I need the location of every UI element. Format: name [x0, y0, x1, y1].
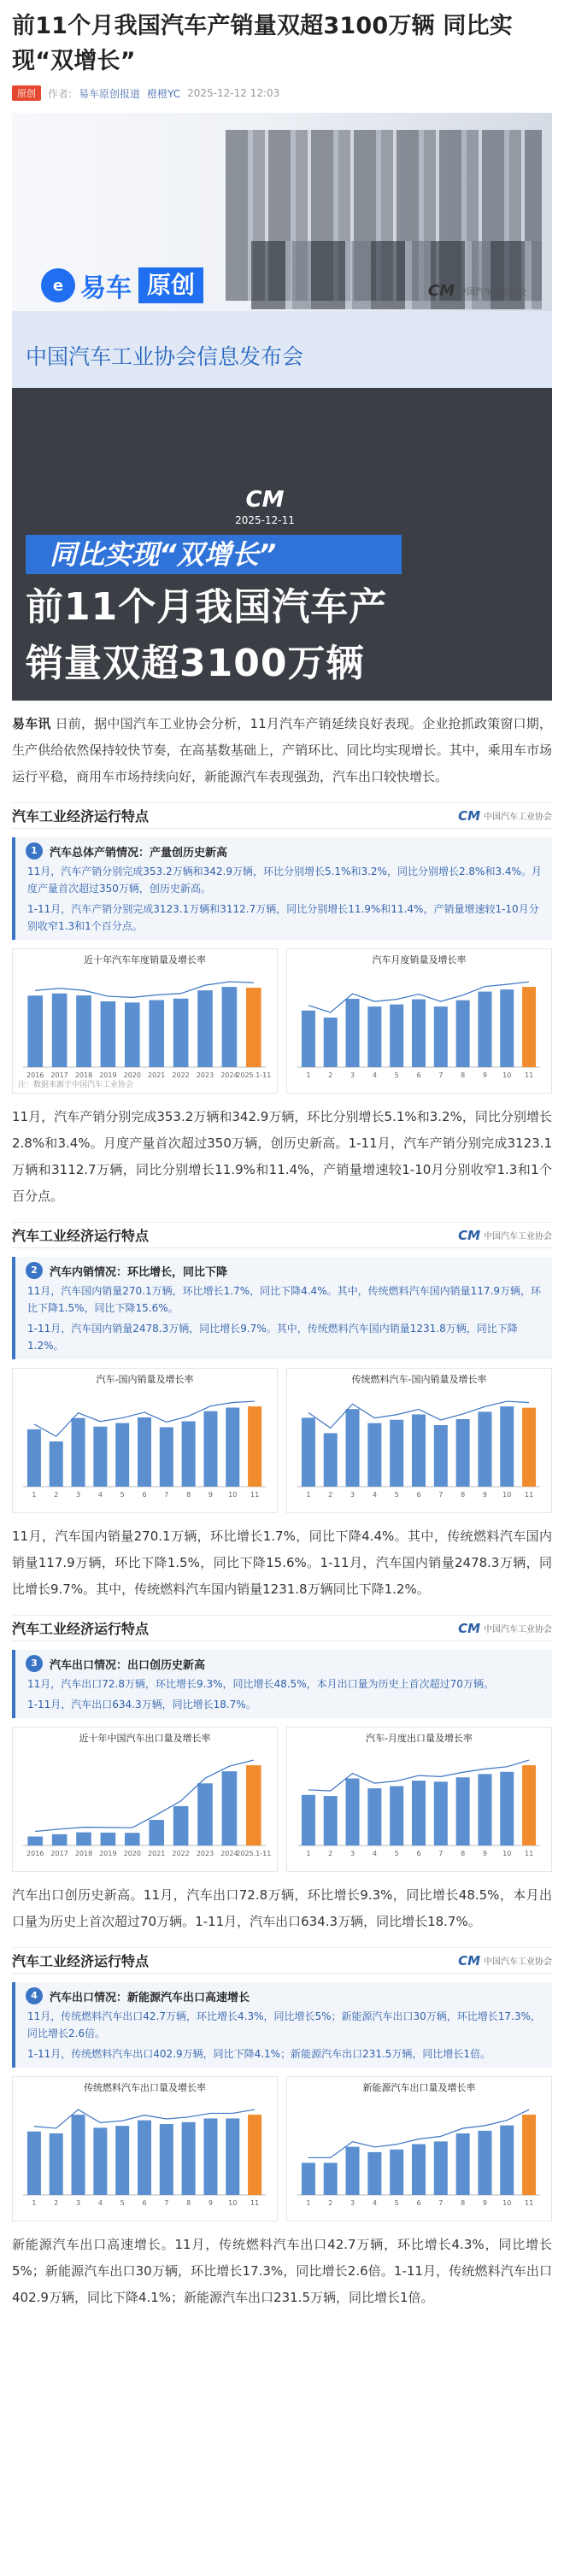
poster-caam [214, 487, 316, 526]
summary-bullet: 11月，传统燃料汽车出口42.7万辆，环比增长4.3%，同比增长5%；新能源汽车出口30万辆，环比增长17.3%，同比增长2.6倍。 [27, 2010, 541, 2039]
bar [456, 2133, 470, 2195]
chart-title: 传统燃料汽车出口量及增长率 [84, 2082, 206, 2093]
tick-label: 7 [438, 2199, 444, 2207]
caam-logo-icon: CM [427, 282, 455, 300]
caam-logo-text: 中国汽车工业协会 [458, 288, 526, 297]
bar [522, 1408, 536, 1487]
tick-label: 1 [306, 1071, 311, 1079]
summary-bullet: 11月，汽车出口72.8万辆，环比增长9.3%，同比增长48.5%，本月出口量为历史上首次超过70万辆。 [27, 1678, 494, 1690]
tick-label: 10 [228, 1491, 238, 1499]
bar [390, 1420, 403, 1487]
bar [302, 2162, 315, 2195]
tick-label: 10 [502, 1850, 512, 1857]
bar [478, 2131, 491, 2195]
chart-left [12, 2076, 278, 2221]
chart-title: 汽车-国内销量及增长率 [96, 1374, 194, 1385]
sections-container [12, 802, 552, 2311]
chart-left [12, 1368, 278, 1513]
summary-header [26, 842, 545, 860]
chart-right [286, 1727, 552, 1872]
tick-label: 4 [97, 2199, 103, 2207]
tick-label: 11 [250, 2199, 260, 2207]
bar [115, 2126, 129, 2195]
bar [390, 2150, 403, 2195]
section-heading: 汽车工业经济运行特点 [12, 808, 150, 824]
section-number: 4 [26, 1987, 43, 2004]
section-heading: 汽车工业经济运行特点 [12, 1228, 150, 1244]
bar [101, 1833, 116, 1845]
headline-poster [12, 487, 552, 701]
chart-title: 近十年汽车年度销量及增长率 [84, 954, 206, 965]
tick-label: 6 [416, 1850, 421, 1857]
bar [390, 1787, 403, 1845]
original-badge: 原创 [12, 85, 41, 101]
article-meta [12, 84, 552, 103]
section-subtitle: 汽车出口情况：出口创历史新高 [50, 1658, 206, 1672]
intro-paragraph [12, 711, 552, 790]
tick-label: 5 [120, 2199, 125, 2207]
summary-header [26, 1987, 545, 2004]
bar [246, 1765, 261, 1845]
chart-title: 新能源汽车出口量及增长率 [362, 2082, 476, 2093]
tick-label: 2 [54, 2199, 59, 2207]
tick-label: 2025.1-11 [236, 1850, 272, 1857]
chart-svg [16, 966, 273, 1086]
section-header [12, 1223, 552, 1248]
bar [115, 1423, 129, 1487]
section-infographic [12, 1615, 552, 1872]
summary-header [26, 1655, 545, 1672]
chart-title: 汽车-月度出口量及增长率 [366, 1733, 473, 1744]
section-number: 1 [26, 842, 43, 860]
section-paragraph: 11月，汽车国内销量270.1万辆，环比增长1.7%，同比下降4.4%。其中，传统燃料汽车国内销量117.9万辆，环比下降1.5%，同比下降15.6%。1-11月，汽车国内销量2478.3万辆，同比增长9.7%。其中，传统燃料汽车国内销量1231.8万辆同比下降1.2%。 [12, 1529, 552, 1597]
tick-label: 1 [306, 2199, 311, 2207]
section-header [12, 803, 552, 829]
bar [76, 1833, 91, 1845]
summary-bullet: 11月，汽车国内销量270.1万辆，环比增长1.7%，同比下降4.4%。其中，传统燃料汽车国内销量117.9万辆，环比下降1.5%，同比下降15.6%。 [27, 1285, 541, 1314]
poster-headline-line1: 前11个月我国汽车产 [26, 585, 388, 629]
bar [456, 1777, 470, 1845]
bar [248, 1406, 261, 1487]
tick-label: 2021 [148, 1850, 166, 1857]
tick-label: 4 [372, 1850, 377, 1857]
tick-label: 7 [438, 1850, 444, 1857]
section-infographic [12, 1947, 552, 2221]
bar [222, 987, 238, 1067]
bar [522, 2115, 536, 2195]
tick-label: 2 [328, 1850, 333, 1857]
section-subtitle: 汽车内销情况：环比增长，同比下降 [50, 1265, 228, 1279]
hero-image [12, 113, 552, 489]
tick-label: 4 [97, 1491, 103, 1499]
section-header [12, 1616, 552, 1641]
tick-label: 8 [186, 2199, 191, 2207]
bar [302, 1417, 315, 1487]
tick-label: 2018 [74, 1071, 93, 1079]
author-link-1[interactable]: 易车原创报道 [79, 87, 141, 100]
tick-label: 2023 [196, 1850, 214, 1857]
bar [173, 1806, 189, 1845]
bar [478, 1774, 491, 1845]
tick-label: 7 [164, 1491, 169, 1499]
intro-text: 日前，据中国汽车工业协会分析，11月汽车产销延续良好表现。企业抢抓政策窗口期，生产供给依然保持较快节奏，在高基数基础上，产销环比、同比均实现增长。其中，乘用车市场运行平稳，商用车市场持续向好，新能源汽车表现强劲，汽车出口较快增长。 [12, 716, 552, 784]
bar [160, 1427, 173, 1487]
poster-headline [26, 579, 387, 692]
bar [27, 1836, 43, 1845]
bar [226, 1407, 239, 1487]
section-subtitle: 汽车总体产销情况：产量创历史新高 [50, 846, 228, 860]
bar [324, 1433, 338, 1487]
chart-row [12, 1368, 552, 1513]
chart-right [286, 1368, 552, 1513]
summary-header [26, 1262, 545, 1279]
caam-logo-icon: CM [458, 1227, 480, 1243]
tick-label: 8 [461, 2199, 466, 2207]
tick-label: 2024 [220, 1071, 238, 1079]
section-paragraph: 新能源汽车出口高速增长。11月，传统燃料汽车出口42.7万辆，环比增长4.3%，同比增长5%；新能源汽车出口30万辆，环比增长17.3%，同比增长2.6倍。1-11月，传统燃料汽车出口402.9万辆，同比下降4.1%；新能源汽车出口231.5万辆，同比增长1倍。 [12, 2237, 552, 2305]
bar [52, 1834, 68, 1845]
caam-logo-icon: CM [458, 1952, 480, 1969]
bar [248, 2115, 261, 2195]
bar [302, 1011, 315, 1067]
poster-caam-icon: CM [245, 487, 285, 513]
tick-label: 11 [250, 1491, 260, 1499]
section-number: 3 [26, 1655, 43, 1672]
poster-date: 2025-12-11 [235, 514, 295, 526]
tick-label: 2022 [172, 1850, 190, 1857]
bar [27, 2132, 41, 2195]
bar [125, 1833, 140, 1845]
bar [222, 1771, 238, 1845]
tick-label: 5 [394, 1850, 399, 1857]
tick-label: 4 [372, 2199, 377, 2207]
author-label: 作者: [48, 87, 73, 100]
caam-logo-text: 中国汽车工业协会 [484, 1232, 552, 1241]
publish-time: 2025-12-12 12:03 [187, 87, 280, 99]
bar [101, 1001, 116, 1067]
section-summary [12, 837, 552, 940]
bar [149, 1000, 164, 1067]
tick-label: 6 [142, 2199, 147, 2207]
chart-row [12, 2076, 552, 2221]
bar [412, 1414, 426, 1487]
section-summary [12, 1650, 552, 1718]
tick-label: 6 [416, 1071, 421, 1079]
bar [456, 1419, 470, 1487]
tick-label: 2023 [196, 1071, 214, 1079]
bar [367, 1788, 381, 1845]
bar [478, 992, 491, 1067]
caam-logo-text: 中国汽车工业协会 [484, 813, 552, 822]
summary-bullet: 1-11月，汽车出口634.3万辆，同比增长18.7%。 [27, 1699, 256, 1710]
section-infographic [12, 802, 552, 1094]
tick-label: 11 [524, 1850, 534, 1857]
bar [76, 995, 91, 1067]
tick-label: 2016 [26, 1850, 44, 1857]
section-caam-logo [458, 1953, 552, 1969]
bar [182, 1421, 196, 1487]
tick-label: 8 [461, 1850, 466, 1857]
tick-label: 2 [328, 1071, 333, 1079]
tick-label: 11 [524, 1491, 534, 1499]
tick-label: 2 [328, 2199, 333, 2207]
tick-label: 9 [482, 1850, 488, 1857]
chart-title: 传统燃料汽车-国内销量及增长率 [351, 1374, 487, 1385]
tick-label: 4 [372, 1071, 377, 1079]
conference-banner [12, 311, 552, 489]
tick-label: 9 [482, 2199, 488, 2207]
section-heading: 汽车工业经济运行特点 [12, 1621, 150, 1637]
bar [226, 2118, 239, 2195]
bar [138, 1417, 151, 1487]
tick-label: 2020 [123, 1071, 141, 1079]
tick-label: 2018 [74, 1850, 93, 1857]
chart-right [286, 948, 552, 1094]
bar [500, 1406, 514, 1487]
caam-logo-icon: CM [458, 807, 480, 824]
section-paragraph: 11月，汽车产销分别完成353.2万辆和342.9万辆，环比分别增长5.1%和3.2%，同比分别增长2.8%和3.4%。月度产量首次超过350万辆，创历史新高。1-11月，汽车产销分别完成3123.1万辆和3112.7万辆，同比分别增长11.9%和11.4%，产销量增速较1-10月分别收窄1.3和1个百分点。 [12, 1109, 552, 1204]
bar [173, 999, 189, 1067]
chart-svg [16, 1386, 273, 1505]
yiche-logo-icon: e [41, 268, 75, 302]
tick-label: 6 [416, 1491, 421, 1499]
bar [50, 2133, 63, 2195]
tick-label: 9 [208, 1491, 214, 1499]
bar [500, 1772, 514, 1845]
bar [149, 1820, 164, 1845]
section-infographic [12, 1222, 552, 1513]
tick-label: 5 [120, 1491, 125, 1499]
tick-label: 4 [372, 1491, 377, 1499]
bar [160, 2124, 173, 2195]
tick-label: 5 [394, 2199, 399, 2207]
caam-logo-text: 中国汽车工业协会 [484, 1957, 552, 1967]
tick-label: 8 [461, 1491, 466, 1499]
bar [346, 1779, 360, 1845]
bar [324, 2162, 338, 2195]
tick-label: 10 [502, 1491, 512, 1499]
tick-label: 1 [306, 1491, 311, 1499]
tick-label: 2 [54, 1491, 59, 1499]
poster-headline-line2: 销量双超3100万辆 [26, 642, 365, 685]
tick-label: 6 [416, 2199, 421, 2207]
bar [346, 1409, 360, 1487]
tick-label: 2 [328, 1491, 333, 1499]
chart-svg [291, 1745, 547, 1864]
section-header [12, 1948, 552, 1974]
bar [50, 1441, 63, 1487]
chart-title: 汽车月度销量及增长率 [372, 954, 467, 965]
bar [500, 989, 514, 1067]
intro-lead: 易车讯 [12, 716, 51, 731]
caam-logo-text: 中国汽车工业协会 [484, 1625, 552, 1634]
tick-label: 2022 [172, 1071, 190, 1079]
tick-label: 2021 [148, 1071, 166, 1079]
tick-label: 11 [524, 2199, 534, 2207]
section-summary [12, 1982, 552, 2068]
bar [434, 1781, 448, 1845]
summary-bullet: 1-11月，传统燃料汽车出口402.9万辆，同比下降4.1%；新能源汽车出口231.5万辆，同比增长1倍。 [27, 2048, 491, 2060]
tick-label: 2019 [99, 1071, 117, 1079]
bar [246, 988, 261, 1067]
chart-left [12, 948, 278, 1094]
bar [500, 2126, 514, 2195]
chart-left [12, 1727, 278, 1872]
trend-line [35, 982, 254, 997]
chart-note: 注：数据来源于中国汽车工业协会 [18, 1081, 134, 1089]
tick-label: 2017 [50, 1071, 68, 1079]
tick-label: 1 [32, 1491, 37, 1499]
bar [324, 1018, 338, 1067]
tick-label: 1 [306, 1850, 311, 1857]
trend-line [35, 1760, 254, 1831]
bar [434, 1006, 448, 1067]
chart-svg [291, 2094, 547, 2214]
tick-label: 2016 [26, 1071, 44, 1079]
tick-label: 2017 [50, 1850, 68, 1857]
bar [138, 2121, 151, 2195]
poster-top [12, 388, 552, 489]
tick-label: 2025.1-11 [236, 1071, 272, 1079]
author-link-2[interactable]: 橙橙YC [147, 87, 181, 100]
tick-label: 7 [164, 2199, 169, 2207]
section-paragraph: 汽车出口创历史新高。11月，汽车出口72.8万辆，环比增长9.3%，同比增长48.5%，本月出口量为历史上首次超过70万辆。1-11月，汽车出口634.3万辆，同比增长18.7%。 [12, 1887, 552, 1929]
bar [72, 1418, 85, 1487]
tick-label: 10 [228, 2199, 238, 2207]
chart-svg [16, 2094, 273, 2214]
section-caam-logo [458, 808, 552, 824]
conference-title: 中国汽车工业协会信息发布会 [26, 344, 304, 369]
section-number: 2 [26, 1262, 43, 1279]
tick-label: 2019 [99, 1850, 117, 1857]
section-caam-logo [458, 1228, 552, 1243]
tick-label: 8 [461, 1071, 466, 1079]
bar [412, 1781, 426, 1845]
tick-label: 2024 [220, 1850, 238, 1857]
bar [456, 1000, 470, 1067]
summary-bullet: 11月，汽车产销分别完成353.2万辆和342.9万辆，环比分别增长5.1%和3.2%，同比分别增长2.8%和3.4%。月度产量首次超过350万辆，创历史新高。 [27, 866, 542, 895]
bar [93, 2127, 107, 2195]
bar [182, 2122, 196, 2195]
yiche-logo [41, 265, 227, 306]
tick-label: 3 [350, 1071, 355, 1079]
tick-label: 2020 [123, 1850, 141, 1857]
bar [434, 1425, 448, 1487]
tick-label: 3 [75, 1491, 81, 1499]
bar [324, 1796, 338, 1845]
summary-bullet: 1-11月，汽车国内销量2478.3万辆，同比增长9.7%。其中，传统燃料汽车国内销量1231.8万辆，同比下降1.2%。 [27, 1323, 518, 1352]
tick-label: 3 [75, 2199, 81, 2207]
bar [522, 987, 536, 1067]
bar [197, 990, 213, 1067]
bar [72, 2115, 85, 2195]
tick-label: 5 [394, 1071, 399, 1079]
tick-label: 3 [350, 1491, 355, 1499]
chart-row [12, 1727, 552, 1872]
bar [367, 2152, 381, 2195]
chart-svg [16, 1745, 273, 1864]
bar [522, 1765, 536, 1845]
chart-right [286, 2076, 552, 2221]
section-heading: 汽车工业经济运行特点 [12, 1953, 150, 1969]
bar [52, 994, 68, 1067]
tick-label: 9 [208, 2199, 214, 2207]
bar [478, 1411, 491, 1487]
article-title: 前11个月我国汽车产销量双超3100万辆 同比实现“双增长” [12, 13, 513, 74]
tick-label: 9 [482, 1491, 488, 1499]
tick-label: 9 [482, 1071, 488, 1079]
bar [27, 995, 43, 1067]
summary-bullet: 1-11月，汽车产销分别完成3123.1万辆和3112.7万辆，同比分别增长11.9%和11.4%，产销量增速较1-10月分别收窄1.3和1个百分点。 [27, 903, 539, 932]
chart-title: 近十年中国汽车出口量及增长率 [79, 1733, 211, 1744]
chart-svg [291, 966, 547, 1086]
section-summary [12, 1257, 552, 1359]
poster-subtitle: 同比实现“双增长” [26, 535, 402, 574]
bar [346, 2147, 360, 2195]
tick-label: 3 [350, 1850, 355, 1857]
section-subtitle: 汽车出口情况：新能源汽车出口高速增长 [50, 1991, 250, 2004]
tick-label: 11 [524, 1071, 534, 1079]
bar [125, 1002, 140, 1067]
yuanchuang-tag: 原创 [138, 267, 203, 303]
chart-row [12, 948, 552, 1094]
bar [367, 1006, 381, 1067]
bar [302, 1795, 315, 1845]
tick-label: 1 [32, 2199, 37, 2207]
bar [412, 2145, 426, 2195]
bar [197, 1783, 213, 1845]
tick-label: 10 [502, 1071, 512, 1079]
yiche-logo-text: 易车 [80, 273, 132, 303]
bar [390, 1005, 403, 1067]
tick-label: 10 [502, 2199, 512, 2207]
tick-label: 7 [438, 1491, 444, 1499]
bar [93, 1427, 107, 1487]
section-caam-logo [458, 1621, 552, 1636]
caam-logo-icon: CM [458, 1620, 480, 1636]
chart-svg [291, 1386, 547, 1505]
tick-label: 5 [394, 1491, 399, 1499]
caam-logo [428, 282, 526, 300]
tick-label: 7 [438, 1071, 444, 1079]
tick-label: 6 [142, 1491, 147, 1499]
bar [203, 1411, 217, 1487]
bar [27, 1429, 41, 1487]
bar [346, 999, 360, 1067]
tick-label: 3 [350, 2199, 355, 2207]
bar [367, 1423, 381, 1487]
bar [203, 2118, 217, 2195]
bar [434, 2141, 448, 2195]
bar [412, 1000, 426, 1067]
tick-label: 8 [186, 1491, 191, 1499]
